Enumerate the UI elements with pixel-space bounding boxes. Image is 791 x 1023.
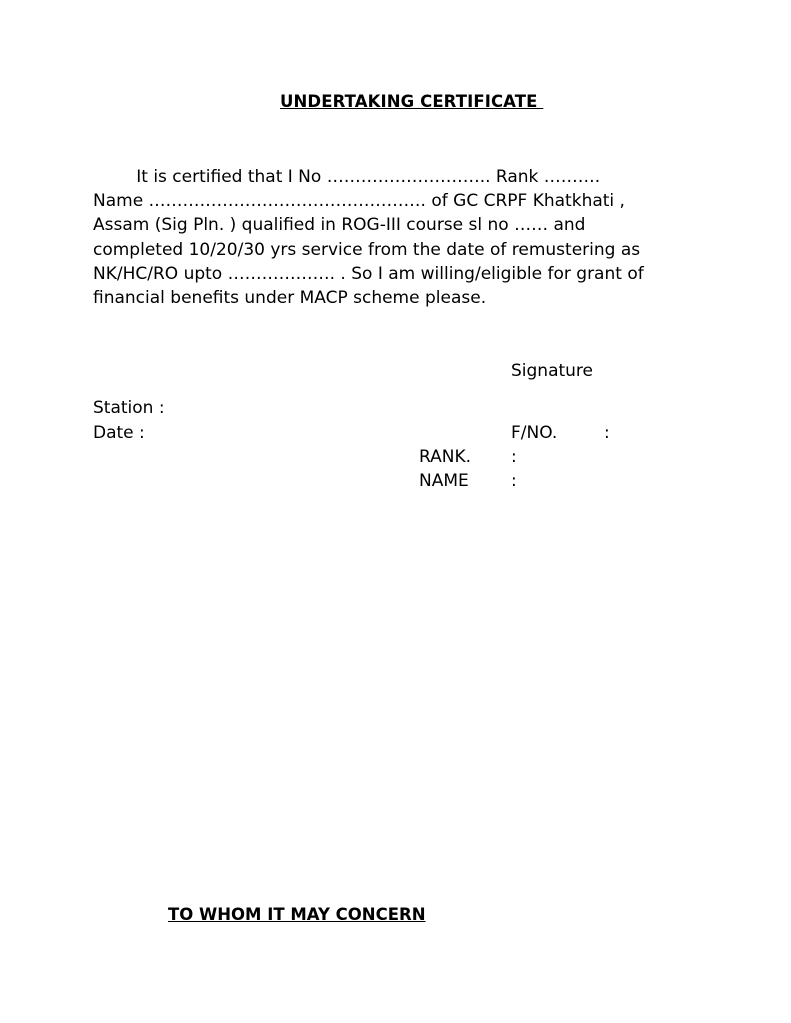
rank-colon: :: [511, 447, 517, 467]
body-line: Name …………………………………………. of GC CRPF Khatkhati ,: [93, 191, 625, 212]
body-line: NK/HC/RO upto ………………. . So I am willing/eligible for grant of: [93, 263, 644, 284]
name-colon: :: [511, 471, 517, 491]
certificate-body: [93, 165, 713, 310]
file-number-label: F/NO.: [511, 423, 558, 443]
body-line: financial benefits under MACP scheme please.: [93, 288, 487, 309]
date-label: Date :: [93, 423, 145, 443]
body-line: Assam (Sig Pln. ) qualified in ROG-III course sl no …… and: [93, 215, 586, 236]
body-line: It is certified that I No ……………………….. Rank ……….: [93, 167, 601, 187]
footer-heading: TO WHOM IT MAY CONCERN: [168, 905, 426, 924]
signature-label: Signature: [511, 361, 594, 381]
certificate-title: UNDERTAKING CERTIFICATE: [280, 92, 544, 111]
body-line: completed 10/20/30 yrs service from the date of remustering as: [93, 239, 641, 260]
file-number-colon: :: [604, 423, 610, 443]
rank-label: RANK.: [419, 447, 472, 467]
station-label: Station :: [93, 398, 165, 418]
name-label: NAME: [419, 471, 469, 491]
